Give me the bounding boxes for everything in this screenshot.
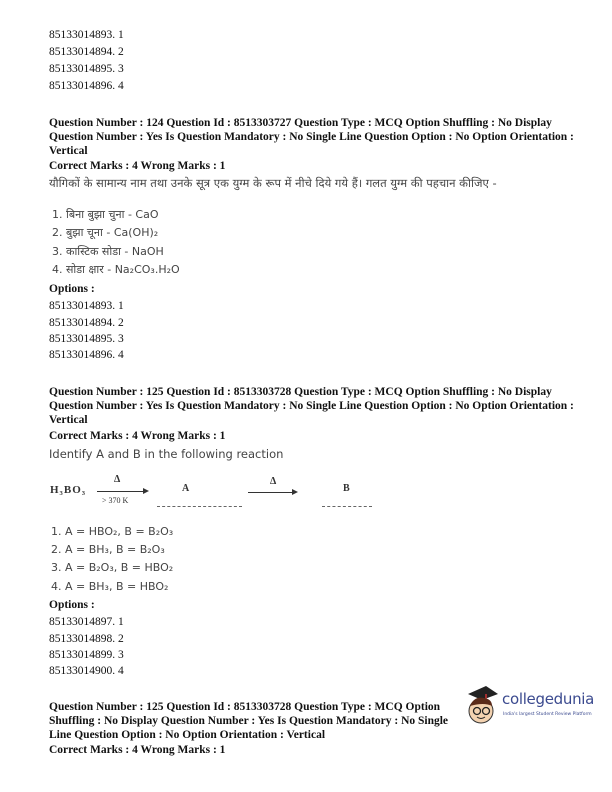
- question-header: Question Number : 124 Question Id : 8513303727 Question Type : MCQ Option Shuffling : No Display Question Number : Yes Is Question Mandatory : No Single Line Question Option : No Option Orientation : Vertical: [49, 117, 574, 157]
- question-block: [49, 700, 454, 757]
- blank-line: [157, 506, 242, 507]
- choice: 4. A = BH₃, B = HBO₂: [51, 580, 169, 593]
- question-header: Question Number : 125 Question Id : 8513303728 Question Type : MCQ Option Shuffling : No Display Question Number : Yes Is Question Mandatory : No Single Line Question Option : No Option Orientation : Vertical: [49, 386, 574, 426]
- option-line: 85133014895. 3: [49, 333, 124, 345]
- question-header: Question Number : 125 Question Id : 8513303728 Question Type : MCQ Option Shuffling : No Display Question Number : Yes Is Question Mandatory : No Single Line Question Option : No Option Orientation : Vertical: [49, 701, 449, 741]
- option-line: 85133014896. 4: [49, 349, 124, 361]
- reactant: H₃BO₃: [50, 484, 87, 496]
- product-a: A: [182, 483, 190, 494]
- logo-name: collegedunia: [502, 690, 595, 708]
- option-line: 85133014897. 1: [49, 616, 124, 628]
- collegedunia-logo: [462, 684, 612, 730]
- reaction-arrow: [248, 492, 296, 493]
- option-line: 85133014899. 3: [49, 649, 124, 661]
- question-text: यौगिकों के सामान्य नाम तथा उनके सूत्र एक युग्म के रूप में नीचे दिये गये हैं। गलत युग्म की पहचान कीजिए -: [49, 176, 497, 190]
- choice: 2. A = BH₃, B = B₂O₃: [51, 543, 165, 556]
- reaction-arrow: [97, 491, 147, 492]
- option-line: 85133014895. 3: [49, 63, 124, 75]
- choice: 1. बिना बुझा चुना - CaO: [52, 208, 159, 221]
- mascot-icon: [462, 684, 502, 730]
- choice: 2. बुझा चूना - Ca(OH)₂: [52, 226, 159, 239]
- option-line: 85133014893. 1: [49, 29, 124, 41]
- condition: > 370 K: [102, 496, 129, 505]
- options-label: Options :: [49, 599, 95, 611]
- blank-line: [322, 506, 372, 507]
- question-text: Identify A and B in the following reaction: [49, 447, 284, 461]
- option-line: 85133014898. 2: [49, 633, 124, 645]
- option-line: 85133014900. 4: [49, 665, 124, 677]
- choice: 4. सोडा क्षार - Na₂CO₃.H₂O: [52, 263, 180, 276]
- marks-line: Correct Marks : 4 Wrong Marks : 1: [49, 430, 226, 442]
- heat-symbol: Δ: [270, 476, 277, 487]
- heat-symbol: Δ: [114, 474, 121, 485]
- option-line: 85133014894. 2: [49, 46, 124, 58]
- option-line: 85133014896. 4: [49, 80, 124, 92]
- logo-tagline: India's largest Student Review Platform: [503, 712, 592, 717]
- option-line: 85133014893. 1: [49, 300, 124, 312]
- marks-line: Correct Marks : 4 Wrong Marks : 1: [49, 744, 226, 756]
- marks-line: Correct Marks : 4 Wrong Marks : 1: [49, 160, 226, 172]
- options-label: Options :: [49, 283, 95, 295]
- option-line: 85133014894. 2: [49, 317, 124, 329]
- product-b: B: [343, 483, 350, 494]
- choice: 3. A = B₂O₃, B = HBO₂: [51, 561, 174, 574]
- choice: 1. A = HBO₂, B = B₂O₃: [51, 525, 174, 538]
- choice: 3. कास्टिक सोडा - NaOH: [52, 245, 164, 258]
